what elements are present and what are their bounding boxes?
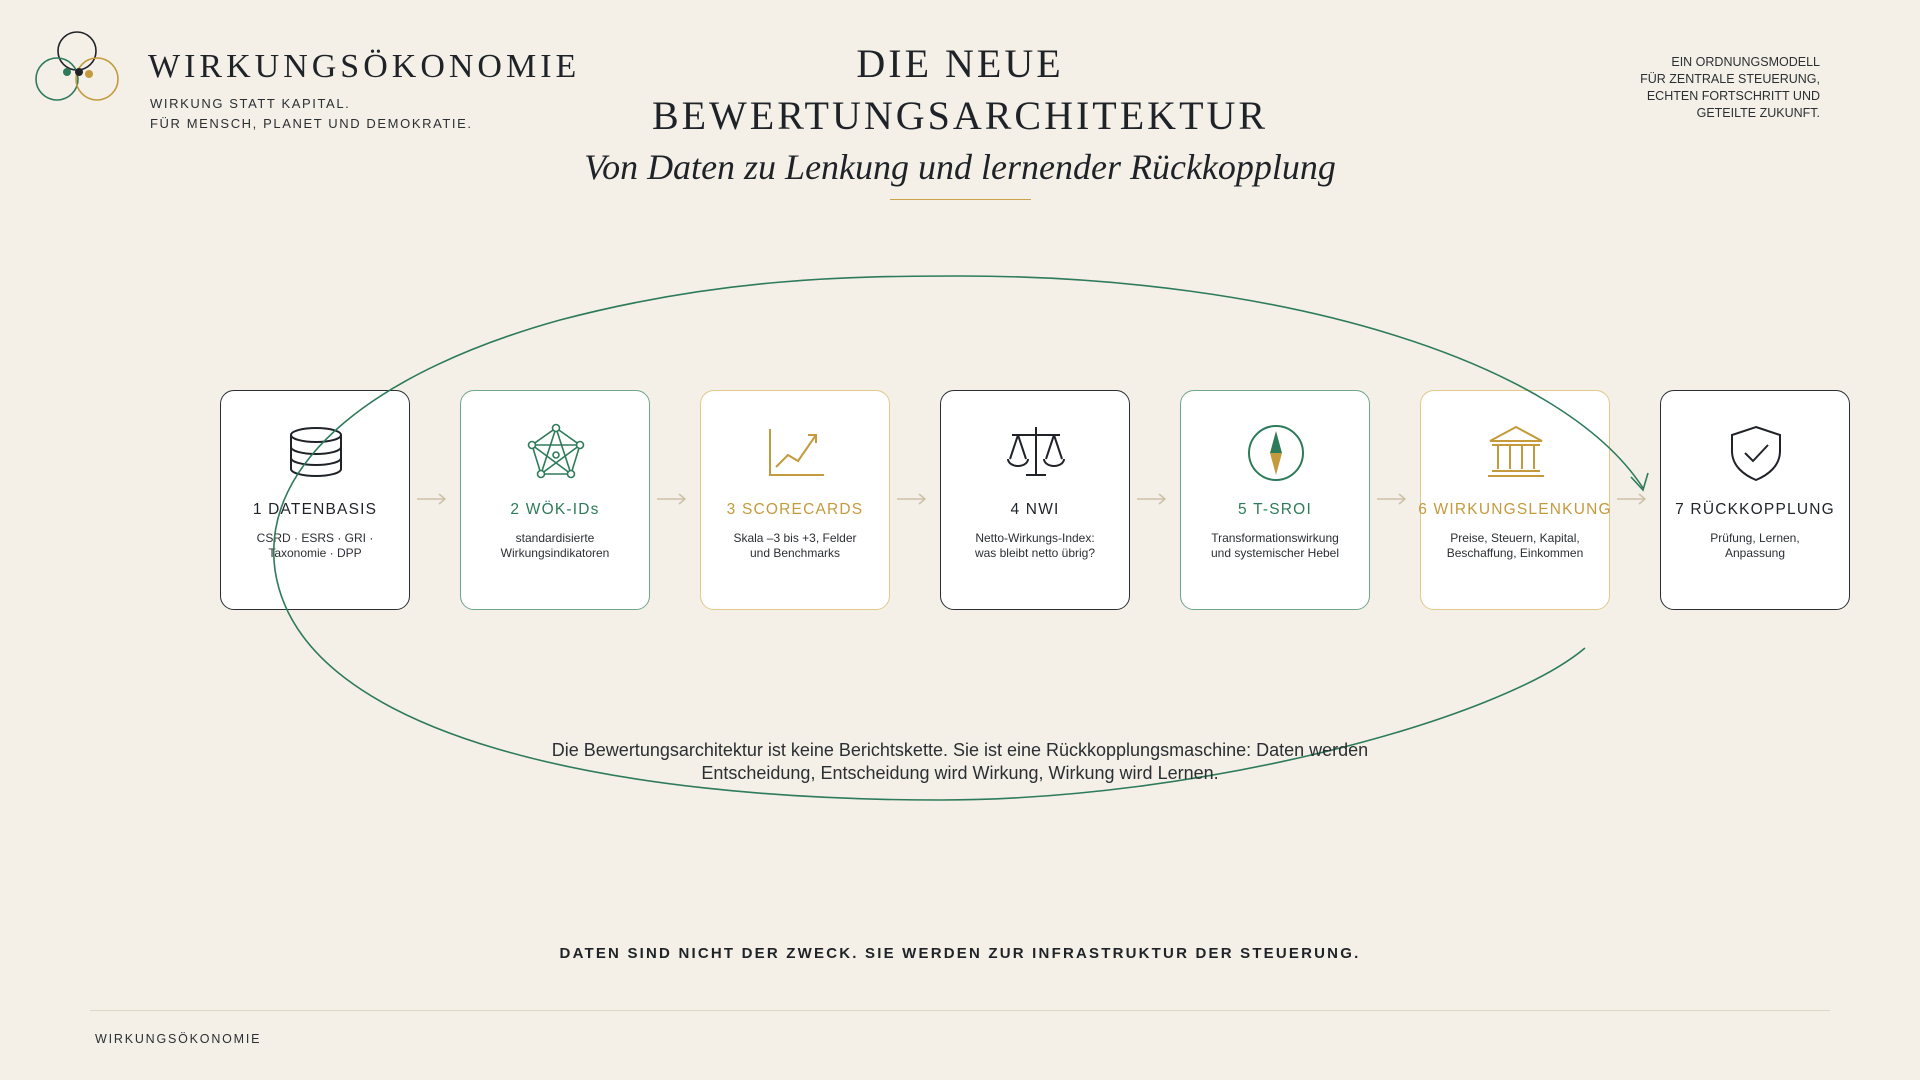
connector-arrow-icon bbox=[415, 492, 449, 506]
side-note-line-3: ECHTEN FORTSCHRITT UND bbox=[1646, 89, 1820, 103]
step-card-wirkungslenkung bbox=[1420, 390, 1610, 610]
step-desc-2: was bleibt netto übrig? bbox=[974, 546, 1096, 560]
connector-arrow-icon bbox=[1135, 492, 1169, 506]
step-desc-1: Netto-Wirkungs-Index: bbox=[975, 531, 1095, 545]
footer-label: WIRKUNGSÖKONOMIE bbox=[95, 1032, 262, 1046]
connector-arrow-icon bbox=[895, 492, 929, 506]
step-desc-2: Wirkungsindikatoren bbox=[500, 546, 610, 560]
step-desc-2: Beschaffung, Einkommen bbox=[1446, 546, 1584, 560]
network-pentagon-icon bbox=[526, 423, 586, 483]
brand-tagline-2: FÜR MENSCH, PLANET UND DEMOKRATIE. bbox=[150, 116, 473, 131]
step-desc-1: Skala –3 bis +3, Felder bbox=[733, 531, 857, 545]
step-title: 4 NWI bbox=[1010, 501, 1060, 518]
step-card-nwi bbox=[940, 390, 1130, 610]
step-card-scorecards bbox=[700, 390, 890, 610]
step-title: 5 T-SROI bbox=[1238, 501, 1312, 518]
page-title-line-1: DIE NEUE bbox=[856, 41, 1064, 86]
closing-tagline: DATEN SIND NICHT DER ZWECK. SIE WERDEN ZUR INFRASTRUKTUR DER STEUERUNG. bbox=[559, 945, 1361, 962]
side-note-line-2: FÜR ZENTRALE STEUERUNG, bbox=[1640, 72, 1820, 86]
institution-building-icon bbox=[1486, 423, 1546, 483]
line-chart-icon bbox=[766, 423, 826, 483]
balance-scale-icon bbox=[1006, 423, 1066, 483]
brand-tagline-1: WIRKUNG STATT KAPITAL. bbox=[150, 96, 351, 111]
step-title: 7 RÜCKKOPPLUNG bbox=[1675, 501, 1835, 518]
compass-icon bbox=[1246, 423, 1306, 483]
step-desc-1: Preise, Steuern, Kapital, bbox=[1450, 531, 1580, 545]
step-title: 2 WÖK-IDs bbox=[510, 501, 600, 518]
step-desc-1: CSRD · ESRS · GRI · bbox=[256, 531, 374, 545]
database-icon bbox=[286, 423, 346, 483]
title-divider bbox=[890, 199, 1031, 200]
footer-divider bbox=[90, 1010, 1830, 1011]
page-subtitle: Von Daten zu Lenkung und lernender Rückkopplung bbox=[584, 147, 1336, 187]
step-title: 1 DATENBASIS bbox=[252, 501, 378, 518]
step-card-rueckkopplung bbox=[1660, 390, 1850, 610]
step-desc-1: Prüfung, Lernen, bbox=[1710, 531, 1800, 545]
step-desc-2: und systemischer Hebel bbox=[1210, 546, 1340, 560]
step-title: 3 SCORECARDS bbox=[726, 501, 864, 518]
step-desc-2: Taxonomie · DPP bbox=[268, 546, 362, 560]
connector-arrow-icon bbox=[1615, 492, 1649, 506]
step-title: 6 WIRKUNGSLENKUNG bbox=[1418, 501, 1612, 518]
explanation-line-1: Die Bewertungsarchitektur ist keine Berichtskette. Sie ist eine Rückkopplungsmaschine: Daten werden bbox=[551, 740, 1369, 760]
page-title-line-2: BEWERTUNGSARCHITEKTUR bbox=[651, 93, 1269, 138]
side-note-line-4: GETEILTE ZUKUNFT. bbox=[1696, 106, 1820, 120]
step-desc-1: Transformationswirkung bbox=[1211, 531, 1339, 545]
connector-arrow-icon bbox=[655, 492, 689, 506]
step-card-datenbasis bbox=[220, 390, 410, 610]
connector-arrow-icon bbox=[1375, 492, 1409, 506]
step-desc-1: standardisierte bbox=[515, 531, 595, 545]
explanation-line-2: Entscheidung, Entscheidung wird Wirkung, Wirkung wird Lernen. bbox=[701, 763, 1219, 783]
shield-check-icon bbox=[1726, 423, 1786, 483]
brand-logo-icon bbox=[33, 31, 125, 105]
step-desc-2: und Benchmarks bbox=[749, 546, 841, 560]
step-desc-2: Anpassung bbox=[1724, 546, 1786, 560]
brand-name: WIRKUNGSÖKONOMIE bbox=[148, 48, 581, 85]
side-note-line-1: EIN ORDNUNGSMODELL bbox=[1671, 55, 1820, 69]
step-card-t-sroi bbox=[1180, 390, 1370, 610]
step-card-woek-ids bbox=[460, 390, 650, 610]
